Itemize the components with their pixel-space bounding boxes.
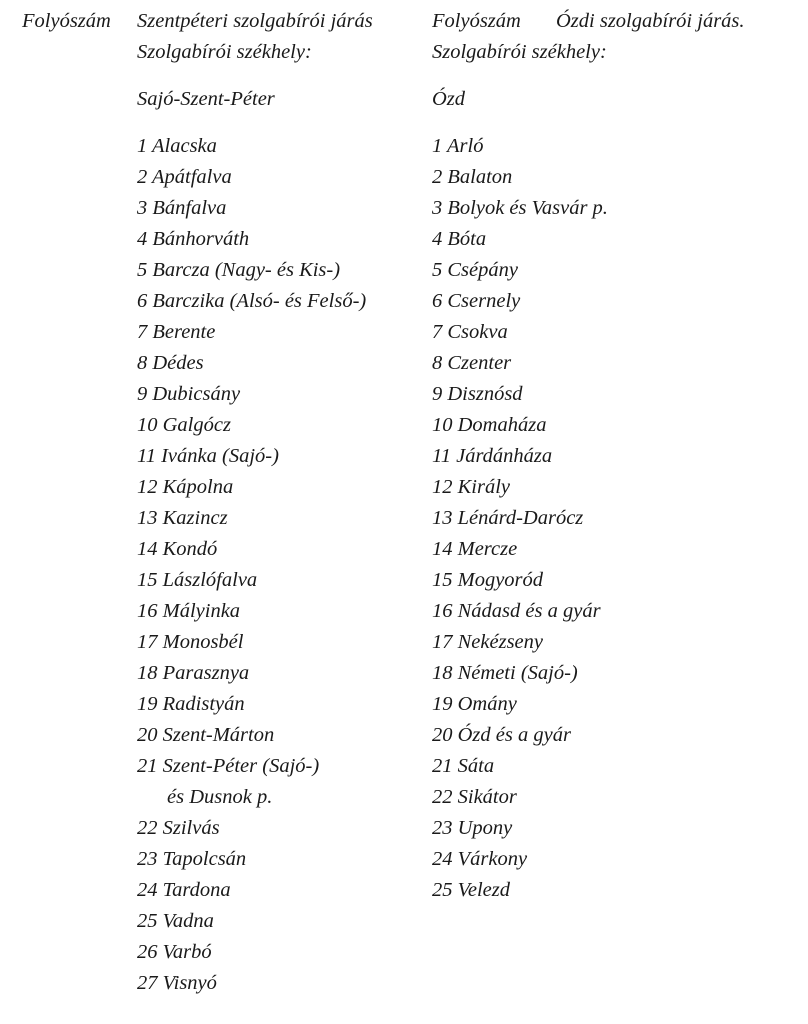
list-item: 3 Bánfalva xyxy=(137,197,227,219)
list-item: 1 Alacska xyxy=(137,135,217,157)
list-item: 2 Apátfalva xyxy=(137,166,232,188)
right-village-list xyxy=(432,131,608,906)
list-item: 24 Várkony xyxy=(432,848,528,870)
list-item: 1 Arló xyxy=(432,135,484,157)
list-item: 5 Barcza (Nagy- és Kis-) xyxy=(137,259,341,281)
list-item: 8 Czenter xyxy=(432,352,512,374)
list-item: 12 Kápolna xyxy=(137,476,234,498)
list-item: 2 Balaton xyxy=(432,166,513,188)
list-item: 20 Szent-Márton xyxy=(137,724,275,746)
list-item: 19 Radistyán xyxy=(137,693,245,715)
left-district-title: Szentpéteri szolgabírói járás xyxy=(137,10,373,32)
left-seat-label: Szolgabírói székhely: xyxy=(137,41,312,63)
list-item: 10 Galgócz xyxy=(137,414,231,436)
list-item: 7 Berente xyxy=(137,321,216,343)
list-item: 21 Sáta xyxy=(432,755,495,777)
list-item: 12 Király xyxy=(432,476,511,498)
list-item: 26 Varbó xyxy=(137,941,212,963)
list-item: 18 Parasznya xyxy=(137,662,250,684)
list-item: 7 Csokva xyxy=(432,321,508,343)
list-item: 18 Németi (Sajó-) xyxy=(432,662,578,684)
list-item: 11 Járdánháza xyxy=(432,445,553,467)
list-item: 3 Bolyok és Vasvár p. xyxy=(432,197,608,219)
list-item: 19 Omány xyxy=(432,693,517,715)
list-item: 17 Nekézseny xyxy=(432,631,543,653)
list-item: 5 Csépány xyxy=(432,259,518,281)
list-item: 27 Visnyó xyxy=(137,972,217,994)
list-item: 13 Lénárd-Darócz xyxy=(432,507,584,529)
list-item: 13 Kazincz xyxy=(137,507,228,529)
list-item: 14 Kondó xyxy=(137,538,218,560)
list-item: 9 Dubicsány xyxy=(137,383,241,405)
right-folyoszam-label: Folyószám xyxy=(432,10,521,32)
left-village-list xyxy=(137,131,366,999)
list-item: 6 Csernely xyxy=(432,290,521,312)
right-seat-name: Ózd xyxy=(432,88,466,110)
list-item: 4 Bóta xyxy=(432,228,487,250)
list-item: 25 Velezd xyxy=(432,879,510,901)
list-item: 23 Tapolcsán xyxy=(137,848,247,870)
right-seat-label: Szolgabírói székhely: xyxy=(432,41,607,63)
list-item-continuation: és Dusnok p. xyxy=(167,786,273,808)
list-item: 4 Bánhorváth xyxy=(137,228,250,250)
list-item: 20 Ózd és a gyár xyxy=(432,724,571,746)
list-item: 6 Barczika (Alsó- és Felső-) xyxy=(137,290,367,312)
left-seat-name: Sajó-Szent-Péter xyxy=(137,88,275,110)
list-item: 15 Lászlófalva xyxy=(137,569,258,591)
list-item: 11 Ivánka (Sajó-) xyxy=(137,445,279,467)
list-item: 23 Upony xyxy=(432,817,513,839)
list-item: 22 Szilvás xyxy=(137,817,220,839)
list-item: 16 Nádasd és a gyár xyxy=(432,600,601,622)
right-district-title: Ózdi szolgabírói járás. xyxy=(556,10,745,32)
list-item: 17 Monosbél xyxy=(137,631,244,653)
list-item: 8 Dédes xyxy=(137,352,204,374)
list-item: 9 Disznósd xyxy=(432,383,523,405)
list-item: 21 Szent-Péter (Sajó-) xyxy=(137,755,320,777)
list-item: 24 Tardona xyxy=(137,879,231,901)
list-item: 10 Domaháza xyxy=(432,414,547,436)
left-folyoszam-label: Folyószám xyxy=(22,10,111,32)
list-item: 25 Vadna xyxy=(137,910,214,932)
list-item: 16 Mályinka xyxy=(137,600,241,622)
list-item: 22 Sikátor xyxy=(432,786,517,808)
list-item: 14 Mercze xyxy=(432,538,518,560)
list-item: 15 Mogyoród xyxy=(432,569,544,591)
